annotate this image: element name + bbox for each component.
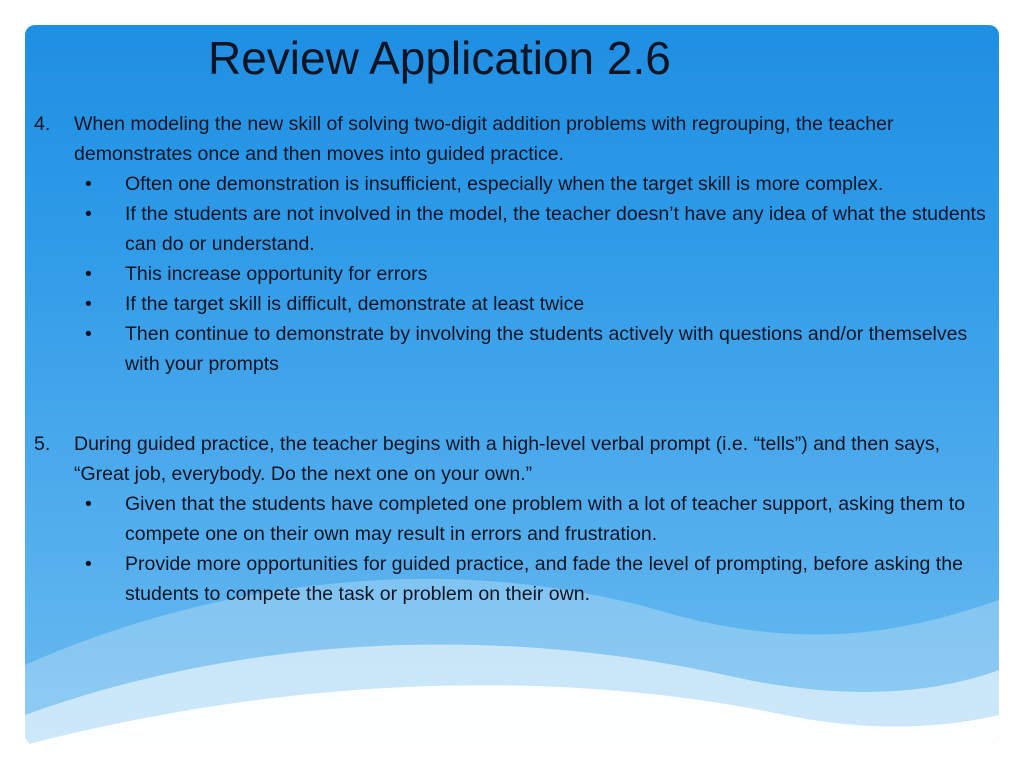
bullet-icon: • — [85, 493, 92, 515]
slide-title: Review Application 2.6 — [208, 32, 671, 84]
bullet-icon: • — [85, 263, 92, 285]
bullet-text: Given that the students have completed one problem with a lot of teacher support, asking them to compete one on their own may result in errors and frustration. — [125, 493, 966, 545]
bullet-item — [74, 259, 994, 289]
bullet-icon: • — [85, 553, 92, 575]
bullet-icon: • — [85, 293, 92, 315]
item-text: During guided practice, the teacher begins with a high-level verbal prompt (i.e. “tells”) and then says, “Great job, everybody. Do the next one on your own.” — [74, 433, 941, 485]
bullet-list — [74, 489, 994, 609]
bullet-text: This increase opportunity for errors — [125, 263, 428, 285]
item-number: 5. — [34, 433, 51, 455]
blue-panel — [25, 25, 999, 745]
bullet-list — [74, 169, 994, 379]
bullet-item — [74, 319, 994, 379]
bullet-item — [74, 199, 994, 259]
list-item — [34, 109, 994, 379]
bullet-text: If the students are not involved in the model, the teacher doesn’t have any idea of what the students can do or understand. — [125, 203, 986, 255]
bullet-icon: • — [85, 173, 92, 195]
bullet-text: Provide more opportunities for guided practice, and fade the level of prompting, before asking the students to compete the task or problem on their own. — [125, 553, 963, 605]
bullet-item — [74, 169, 994, 199]
bullet-text: Then continue to demonstrate by involving the students actively with questions and/or themselves with your prompts — [125, 323, 968, 375]
bullet-text: If the target skill is difficult, demonstrate at least twice — [125, 293, 585, 315]
list-item — [34, 429, 994, 609]
item-text: When modeling the new skill of solving two-digit addition problems with regrouping, the teacher demonstrates once and then moves into guided practice. — [74, 113, 894, 165]
slide-content — [34, 109, 994, 609]
item-number: 4. — [34, 113, 51, 135]
bullet-icon: • — [85, 203, 92, 225]
bullet-icon: • — [85, 323, 92, 345]
bullet-item — [74, 549, 994, 609]
bullet-text: Often one demonstration is insufficient, especially when the target skill is more complex. — [125, 173, 884, 195]
bullet-item — [74, 289, 994, 319]
bullet-item — [74, 489, 994, 549]
